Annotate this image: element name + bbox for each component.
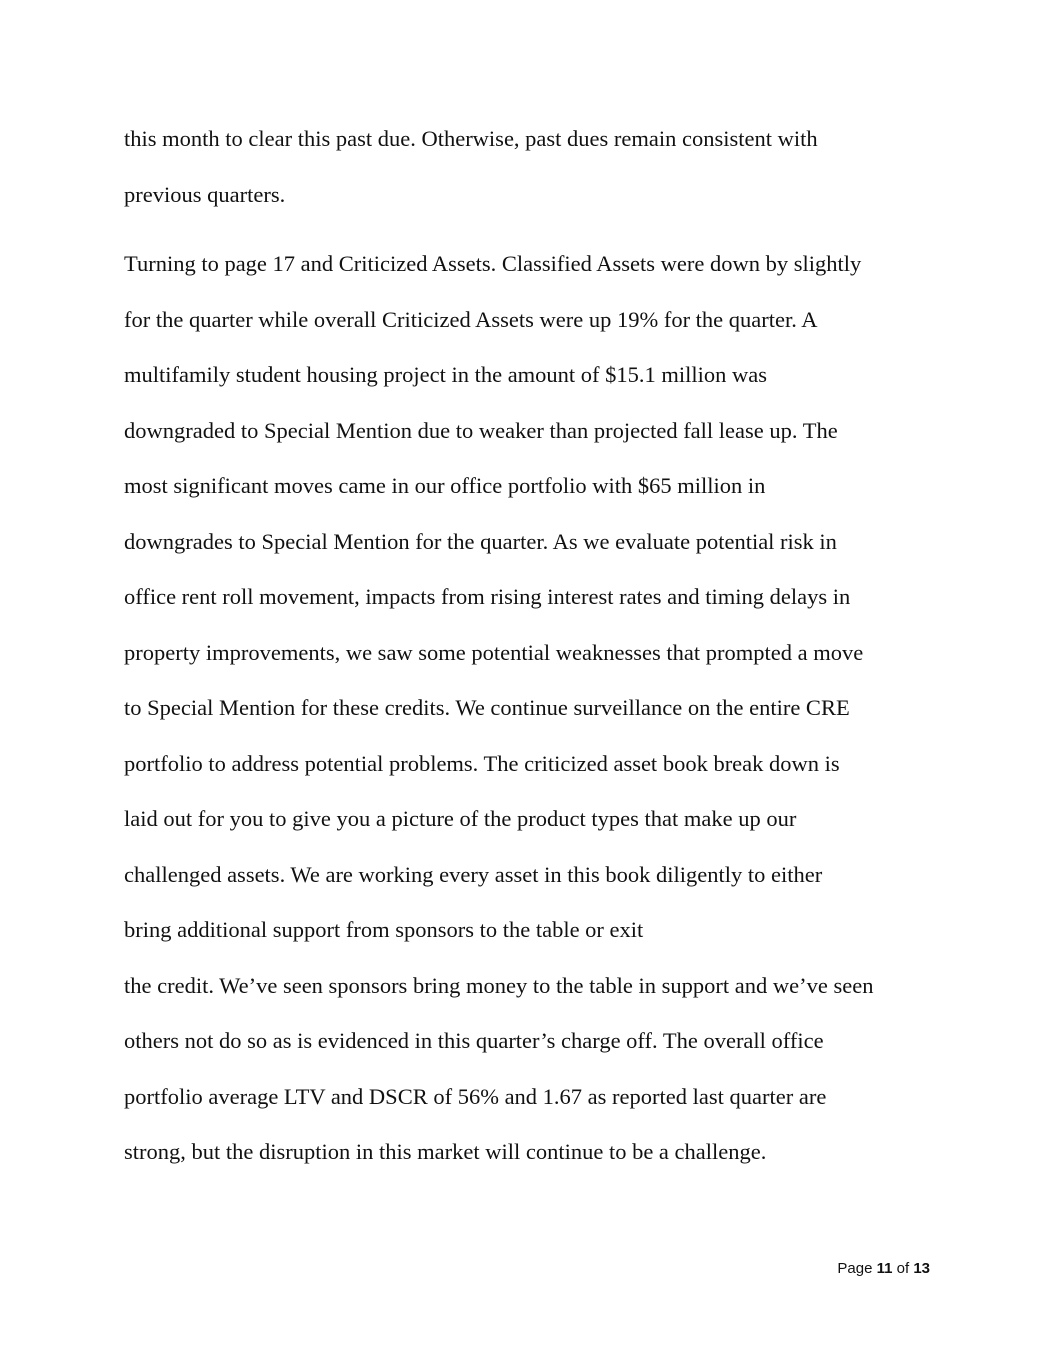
text-line: this month to clear this past due. Otherwise, past dues remain consistent with bbox=[124, 126, 818, 151]
page-label: Page bbox=[837, 1260, 873, 1277]
page-number-footer bbox=[800, 1258, 930, 1280]
text-line: the credit. We’ve seen sponsors bring money to the table in support and we’ve seen bbox=[124, 973, 874, 998]
text-line: office rent roll movement, impacts from rising interest rates and timing delays in bbox=[124, 584, 851, 609]
text-line: for the quarter while overall Criticized Assets were up 19% for the quarter. A bbox=[124, 307, 818, 332]
text-line: challenged assets. We are working every asset in this book diligently to either bbox=[124, 862, 823, 887]
text-line: others not do so as is evidenced in this quarter’s charge off. The overall office bbox=[124, 1028, 824, 1053]
text-line: strong, but the disruption in this market will continue to be a challenge. bbox=[124, 1139, 767, 1164]
text-line: Turning to page 17 and Criticized Assets. Classified Assets were down by slightly bbox=[124, 251, 862, 276]
text-line: previous quarters. bbox=[124, 182, 286, 207]
total-page-count: 13 bbox=[913, 1260, 930, 1277]
text-line: downgraded to Special Mention due to weaker than projected fall lease up. The bbox=[124, 418, 838, 443]
text-line: downgrades to Special Mention for the quarter. As we evaluate potential risk in bbox=[124, 529, 837, 554]
text-line: portfolio average LTV and DSCR of 56% and 1.67 as reported last quarter are bbox=[124, 1084, 827, 1109]
current-page-number: 11 bbox=[876, 1260, 893, 1277]
text-line: to Special Mention for these credits. We continue surveillance on the entire CRE bbox=[124, 695, 850, 720]
of-label: of bbox=[896, 1260, 910, 1277]
text-line: portfolio to address potential problems. The criticized asset book break down is bbox=[124, 751, 840, 776]
text-line: bring additional support from sponsors to the table or exit bbox=[124, 917, 644, 942]
text-line: laid out for you to give you a picture of the product types that make up our bbox=[124, 806, 797, 831]
text-line: property improvements, we saw some potential weaknesses that prompted a move bbox=[124, 640, 864, 665]
text-line: multifamily student housing project in the amount of $15.1 million was bbox=[124, 362, 768, 387]
text-line: most significant moves came in our office portfolio with $65 million in bbox=[124, 473, 766, 498]
